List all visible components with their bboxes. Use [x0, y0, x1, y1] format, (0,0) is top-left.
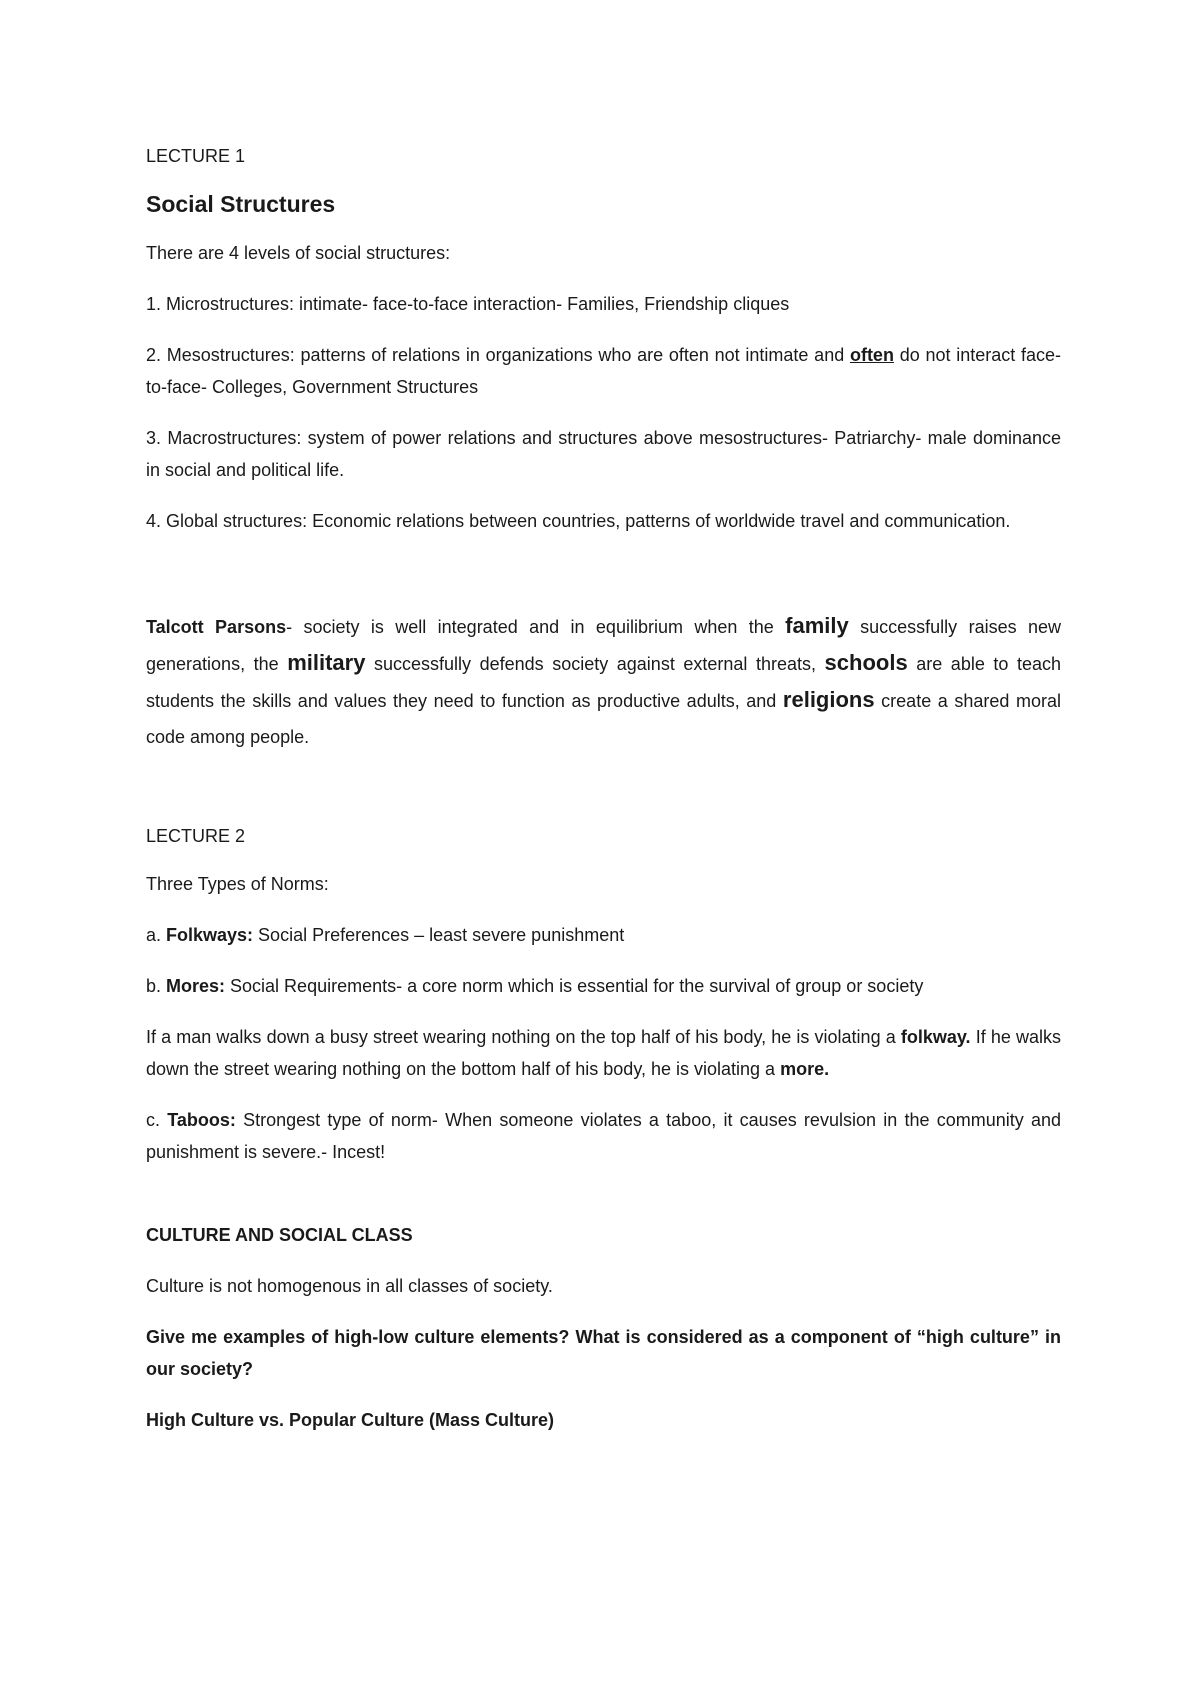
list-item-microstructures: 1. Microstructures: intimate- face-to-face interaction- Families, Friendship cliques: [146, 294, 790, 314]
mores-term: Mores:: [166, 976, 226, 996]
mesostructures-text-b: do not interact face-to-face- Colleges, Government Structures: [146, 345, 1061, 397]
mores-text: Social Requirements- a core norm which is essential for the survival of group or society: [225, 976, 924, 996]
example-text-2: If he walks down the street wearing nothing on the bottom half of his body, he is violating a: [146, 1027, 1061, 1079]
taboos-prefix: c.: [146, 1110, 168, 1130]
document-page: [146, 140, 1061, 1455]
parsons-text-2: successfully raises new generations, the: [146, 617, 1061, 674]
mesostructures-text-a: 2. Mesostructures: patterns of relations in organizations who are often not intimate and: [146, 345, 850, 365]
parsons-text-5: create a shared moral code among people.: [146, 691, 1061, 747]
norms-intro: Three Types of Norms:: [146, 874, 329, 894]
underlined-often: often: [849, 345, 894, 365]
term-religions: religions: [782, 687, 875, 712]
lecture-1-label: LECTURE 1: [146, 146, 246, 166]
norms-example: [146, 1021, 1061, 1085]
example-folkway: folkway.: [900, 1027, 971, 1047]
parsons-text-4: are able to teach students the skills and values they need to function as productive adults, and: [146, 654, 1061, 711]
norm-taboos: [146, 1104, 1061, 1168]
term-schools: schools: [824, 650, 908, 675]
page-title: Social Structures: [146, 191, 336, 217]
norm-folkways: [146, 919, 1061, 951]
parsons-text-3: successfully defends society against external threats,: [365, 654, 825, 674]
list-item-global-structures: 4. Global structures: Economic relations between countries, patterns of worldwide travel and communication.: [146, 511, 1011, 531]
taboos-term: Taboos:: [167, 1110, 236, 1130]
mores-prefix: b.: [146, 976, 167, 996]
culture-subheading: High Culture vs. Popular Culture (Mass Culture): [146, 1410, 555, 1430]
culture-question: Give me examples of high-low culture elements? What is considered as a component of “high culture” in our society?: [146, 1327, 1061, 1379]
list-item-mesostructures: [146, 339, 1061, 403]
parsons-text-1: - society is well integrated and in equilibrium when the: [286, 617, 786, 637]
culture-intro: Culture is not homogenous in all classes of society.: [146, 1276, 553, 1296]
structures-intro: There are 4 levels of social structures:: [146, 243, 451, 263]
norm-mores: [146, 970, 1061, 1002]
example-text-1: If a man walks down a busy street wearing nothing on the top half of his body, he is violating a: [146, 1027, 901, 1047]
folkways-prefix: a.: [146, 925, 167, 945]
culture-heading: CULTURE AND SOCIAL CLASS: [146, 1225, 413, 1245]
lecture-2-label: LECTURE 2: [146, 826, 246, 846]
folkways-term: Folkways:: [166, 925, 254, 945]
parsons-paragraph: [146, 608, 1061, 755]
term-family: family: [785, 613, 849, 638]
taboos-text: Strongest type of norm- When someone violates a taboo, it causes revulsion in the community and punishment is severe.- Incest!: [146, 1110, 1061, 1162]
folkways-text: Social Preferences – least severe punishment: [253, 925, 625, 945]
list-item-macrostructures: 3. Macrostructures: system of power relations and structures above mesostructures- Patriarchy- male dominance in social and political life.: [146, 428, 1061, 480]
term-military: military: [287, 650, 366, 675]
example-more: more.: [780, 1059, 830, 1079]
parsons-name: Talcott Parsons: [146, 617, 287, 637]
